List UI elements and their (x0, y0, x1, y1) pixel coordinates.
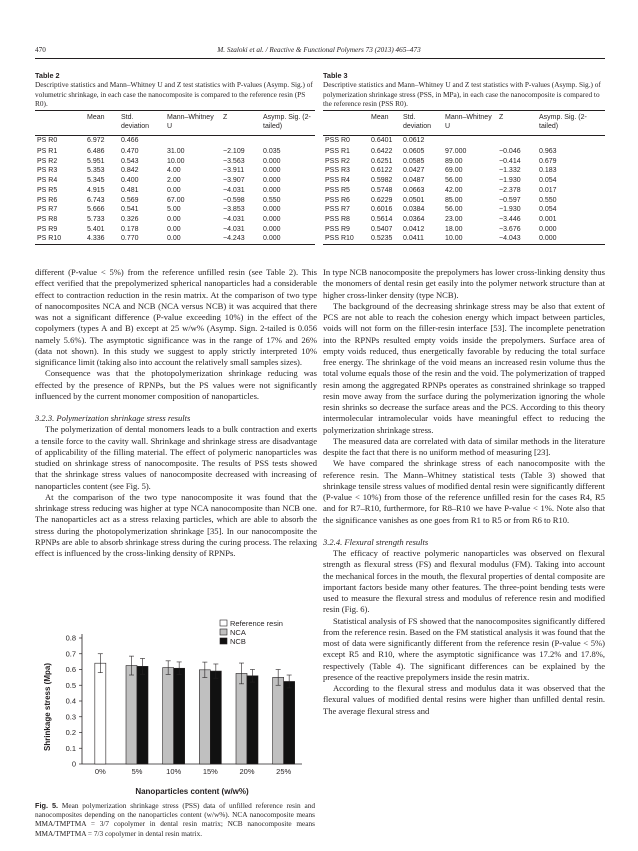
table2-cell: 5.666 (87, 206, 105, 214)
table2-cell: −3.907 (223, 177, 245, 185)
figure5-caption: Mean polymerization shrinkage stress (PSS) data of unfilled reference resin and nanocomposites depending on the nanoparticles content (w/w%). NCA nanocomposite means MMA/TMPTMA = 3/7 copolymer in dental resin matrix; NCB nanocomposite means MMA/TMPTMA = 7/3 copolymer in dental resin matrix. (35, 801, 315, 838)
left-column (35, 267, 317, 559)
table2-cell: 0.000 (263, 177, 281, 185)
table3-cell: 0.6251 (371, 157, 393, 165)
table3-cell (443, 135, 497, 147)
table3-row (323, 196, 605, 206)
legend-label: NCA (230, 628, 246, 637)
table3-cell: 0.5407 (371, 225, 393, 233)
x-tick-label: 25% (276, 767, 292, 776)
table3-cell: −1.332 (499, 167, 521, 175)
table2-cell: 0.842 (121, 167, 139, 175)
table2-row (35, 176, 315, 186)
legend-swatch (220, 629, 227, 635)
table3-label: Table 3 (323, 71, 348, 80)
table2-cell: PS R5 (37, 186, 58, 194)
y-axis-label: Shrinkage stress (Mpa) (43, 662, 52, 752)
table3-cell: 89.00 (445, 157, 463, 165)
legend-swatch (220, 638, 227, 644)
bar-nca (236, 673, 247, 764)
table2-cell: 5.00 (167, 206, 181, 214)
table2-cell: 0.541 (121, 206, 139, 214)
bar-nca (199, 670, 210, 764)
table3-cell: −2.378 (499, 186, 521, 194)
table3-top-rule (323, 110, 605, 111)
table2-cell: 2.00 (167, 177, 181, 185)
y-tick-label: 0.5 (65, 680, 76, 690)
left-paragraph-3: The polymerization of dental monomers leads to a bulk contraction and exerts a tensile force to the cavity wall. Shrinkage and shrinkage stress are disadvantage of applicability of the filling material. The effect of polymeric nanoparticles was studied on shrinkage stress of nanocomposite. The results of PSS tests showed that the shrinkage stress values of nanocomposite decreased with increasing of nanoparticles content (see Fig. 5). (35, 424, 317, 491)
table3-header-cell: Asymp. Sig. (2-tailed) (539, 114, 587, 130)
table2-cell: 5.733 (87, 215, 105, 223)
x-tick-label: 0% (94, 767, 106, 776)
table2-cell: 4.00 (167, 167, 181, 175)
table3-cell: 18.00 (445, 225, 463, 233)
table2-cell: 5.951 (87, 157, 105, 165)
table2-cell: 0.00 (167, 225, 181, 233)
table2-cell: 31.00 (167, 148, 185, 155)
table2-header-cell (35, 113, 85, 135)
table2-cell: PS R10 (37, 235, 62, 243)
x-tick-label: 20% (239, 767, 255, 776)
table2-cell: −4.031 (223, 215, 245, 223)
table3-cell: 0.6401 (371, 137, 393, 145)
table3-cell: −0.597 (499, 196, 521, 204)
bar-ncb (174, 668, 185, 764)
table3-cell: 0.0612 (403, 137, 425, 145)
table2-cell: −3.853 (223, 206, 245, 214)
table3-cell (537, 135, 605, 147)
table2-header-cell: Mean (87, 114, 105, 121)
right-paragraph-2: The background of the decreasing shrinkage stress may be also that extent of PCS are not able to reach the cohesion energy which impact between particles, voids will not form on the filler-resin interface [53]. The incomplete penetration into the RPNPs resulted empty voids inside the prepolymers. Surface area of empty voids reduced, thus energetically favorable by reducing the total surface free energy. The shrinkage of the void means an increased resin volume thus the total volume equals those of the resin and the void. The polymerization of trapped resin among the aggregated RPNPs operates as constrained shrinkage so trapped resin move away from the surface during the polymerization ignoring the whole resin shrinks so decrease the surface areas and the PCS. According to this theory intermolecular intramolecular voids have meaningful effect to reducing the polymerization shrinkage stress. (323, 300, 605, 435)
bar-nca (163, 668, 174, 764)
legend-label: NCB (230, 637, 246, 646)
x-axis-label: Nanoparticles content (w/w%) (135, 787, 249, 796)
table2-row (35, 186, 315, 196)
table3-cell: −1.930 (499, 177, 521, 185)
bar-reference-resin (95, 663, 106, 764)
x-tick-label: 5% (131, 767, 143, 776)
right-paragraph-6: Statistical analysis of FS showed that the nanocomposites significantly differed from the reference resin. Based on the FM statistical analysis it was found that the most of data were significantly different from the reference resin (P-value < 5%) except R5 and R10, where the asymptotic significance was 17.2% and 17.8%, respectively (Table 4). The significant differences can be explained by the presence of the reactive prepolymers inside the resin matrix. (323, 615, 605, 682)
right-paragraph-4: We have compared the shrinkage stress of each nanocomposite with the reference resin. The Mann–Whitney statistical tests (Table 3) showed that shrinkage tensile stress values of modified dental resin were significantly different (P-value < 10%) from those of the reference unfilled resin for the cases R4, R5 and for R7–R10, furthermore, for R8–R10 we have P-value < 1%. Note also that the significance vanishes as one goes from R1 to R5 or from R6 to R10. (323, 458, 605, 525)
table3-cell: 56.00 (445, 177, 463, 185)
table2-top-rule (35, 110, 315, 111)
table2-header-cell: Mann–Whitney U (167, 114, 214, 130)
table3-cell: PSS R7 (325, 206, 350, 214)
table2-header-rule (35, 135, 315, 136)
table3-cell: 42.00 (445, 186, 463, 194)
table3-row (323, 157, 605, 167)
table2-row (35, 135, 315, 147)
table3-cell: 0.000 (539, 225, 557, 233)
table3-cell: 97.000 (445, 148, 467, 155)
table3-row (323, 205, 605, 215)
table2-cell (261, 135, 315, 147)
y-tick-label: 0 (71, 759, 76, 769)
table3-cell: 0.0501 (403, 196, 425, 204)
table3-cell: 0.5235 (371, 235, 393, 243)
table2-cell: 0.000 (263, 235, 281, 243)
table3-row (323, 186, 605, 196)
table3-row (323, 147, 605, 157)
table2-cell: 0.00 (167, 235, 181, 243)
table2-row (35, 196, 315, 206)
table2-cell: PS R8 (37, 215, 58, 223)
table2-cell: 67.00 (167, 196, 185, 204)
table3-header-cell: Std. deviation (403, 114, 432, 130)
y-tick-label: 0.3 (65, 712, 76, 722)
table2-cell: 5.345 (87, 177, 105, 185)
table2-header-cell: Z (223, 114, 228, 121)
left-paragraph-1: different (P-value < 5%) from the reference unfilled resin (see Table 2). This effect verified that the prepolymerized spherical nanoparticles had a considerable effect to contraction reduction in the resin matrix. At the comparison of two type of nanocomposites NCA and NCB (NCA versus NCB) it was acquired that there was not a significant difference (P-value exceeding 10%) in the effect of the copolymers (types A and B) except at 25 w/w% (Asymp. Sign. 2-tailed is 0.056 namely 5.6%). The asymptotic significance was in the range of 17% and 26% (data not shown). In this study we suggest to apply strictly interpreted 10% significance limit (taking also into account the relatively small samples sizes). (35, 267, 317, 367)
bar-nca (273, 677, 284, 764)
table3-cell: −4.043 (499, 235, 521, 243)
figure5-caption-block (35, 801, 315, 838)
table2-caption-block (35, 71, 315, 108)
right-paragraph-7: According to the flexural stress and modulus data it was observed that the flexural values of modified dental resins were higher than unfilled dental resin. The average flexural stress and (323, 683, 605, 716)
bar-ncb (284, 681, 295, 764)
table3-cell: 23.00 (445, 215, 463, 223)
table3-cell: 0.0585 (403, 157, 425, 165)
table2-cell: 0.543 (121, 157, 139, 165)
table2-cell: PS R7 (37, 206, 58, 214)
table2-cell: PS R0 (37, 137, 58, 145)
table3-cell: −1.930 (499, 206, 521, 214)
table2-cell: 0.000 (263, 186, 281, 194)
table3-cell: 0.0412 (403, 225, 425, 233)
y-tick-label: 0.4 (65, 696, 76, 706)
table3-cell: 0.0427 (403, 167, 425, 175)
table2-cell: 0.00 (167, 215, 181, 223)
table3-cell: 0.679 (539, 157, 557, 165)
table3-cell: 0.6016 (371, 206, 393, 214)
left-paragraph-4: At the comparison of the two type nanocomposite it was found that the shrinkage stress reducing was higher at type NCA nanocomposite than NCB one. The nanoparticles act as a stress relaxing particles, which are able to absorb the stress during the photopolymerization shrinkage [35]. In our nanocomposite the RPNPs are able to absorb shrinkage stress during the curing process. The relaxing effect is influenced by the cross-linking density of RPNPs. (35, 491, 317, 558)
right-column (323, 267, 605, 717)
right-paragraph-3: The measured data are correlated with data of similar methods in the literature despite the fact that there is no uniform method of measuring [23]. (323, 435, 605, 457)
table2-cell: 0.466 (121, 137, 139, 145)
table3-cell: 0.017 (539, 186, 557, 194)
table3-cell: 0.0605 (403, 148, 425, 155)
table2-cell: PS R1 (37, 148, 58, 155)
table3-cell: PSS R3 (325, 167, 350, 175)
figure5-chart (40, 618, 308, 800)
table2-cell: 0.00 (167, 186, 181, 194)
table2-cell: −2.109 (223, 148, 245, 155)
table2-cell: 0.400 (121, 177, 139, 185)
table3-cell: 0.963 (539, 148, 557, 155)
y-tick-label: 0.2 (65, 728, 76, 737)
bar-ncb (210, 671, 221, 764)
table3-header-cell: Mann–Whitney U (445, 114, 492, 130)
table2-caption: Descriptive statistics and Mann–Whitney U and Z test statistics with P-values (Asymp. Sig.) of volumetric shrinkage, in each case the nanocomposite is compared to the reference resin (PS R0). (35, 80, 313, 108)
table2-row (35, 234, 315, 244)
table3-row (323, 135, 605, 147)
table2-cell: 6.743 (87, 196, 105, 204)
table2-row (35, 147, 315, 157)
figure5-label: Fig. 5. (35, 801, 59, 810)
table2-cell: 0.178 (121, 225, 139, 233)
table2-cell: 5.353 (87, 167, 105, 175)
table2-cell: 0.000 (263, 225, 281, 233)
table3-row (323, 225, 605, 235)
table2-bottom-rule (35, 244, 315, 245)
legend-swatch (220, 620, 227, 626)
table2-cell: −4.031 (223, 225, 245, 233)
table2-cell: 4.336 (87, 235, 105, 243)
table2-cell: 6.486 (87, 148, 105, 155)
table2-cell: PS R4 (37, 177, 58, 185)
table3-row (323, 166, 605, 176)
table3-cell: −0.414 (499, 157, 521, 165)
table3-cell: 0.0384 (403, 206, 425, 214)
table3-cell: 0.6122 (371, 167, 393, 175)
table3-cell: PSS R0 (325, 137, 350, 145)
table3-cell: 0.0364 (403, 215, 425, 223)
running-header: M. Szaloki et al. / Reactive & Functional Polymers 73 (2013) 465–473 (217, 46, 421, 54)
table3-row (323, 215, 605, 225)
table2-cell: 0.000 (263, 157, 281, 165)
table2-cell: PS R9 (37, 225, 58, 233)
table2-cell: PS R2 (37, 157, 58, 165)
table2-header-cell: Std. deviation (121, 114, 150, 130)
table3-cell: PSS R4 (325, 177, 350, 185)
table2-cell: 0.550 (263, 196, 281, 204)
table2-cell: 6.972 (87, 137, 105, 145)
section-heading-3-2-3: 3.2.3. Polymerization shrinkage stress results (35, 413, 191, 423)
table2-label: Table 2 (35, 71, 60, 80)
table3-cell: 0.000 (539, 235, 557, 243)
right-paragraph-1: In type NCB nanocomposite the prepolymers has lower cross-linking density thus the monomers of dental resin get easily into the polymer network structure than at higher cross-linker density (type NCB). (323, 267, 605, 300)
table2-cell: 0.481 (121, 186, 139, 194)
table2-cell (165, 135, 221, 147)
table3-cell: −3.676 (499, 225, 521, 233)
y-tick-label: 0.1 (65, 743, 76, 753)
table3-row (323, 234, 605, 244)
bar-nca (126, 666, 137, 764)
x-tick-label: 15% (202, 767, 218, 776)
table3-cell: 0.183 (539, 167, 557, 175)
table2-cell: 0.569 (121, 196, 139, 204)
table3-cell: 0.5614 (371, 215, 393, 223)
table2-row (35, 215, 315, 225)
table3-header-rule (323, 135, 605, 136)
table3-cell: −0.046 (499, 148, 521, 155)
table3-cell: 69.00 (445, 167, 463, 175)
x-tick-label: 10% (166, 767, 182, 776)
y-tick-label: 0.7 (65, 649, 76, 659)
table3-cell: 0.0663 (403, 186, 425, 194)
y-tick-label: 0.6 (65, 665, 76, 674)
table2-cell: 0.000 (263, 167, 281, 175)
table3-bottom-rule (323, 244, 605, 245)
table2 (35, 113, 315, 244)
table3-cell: PSS R10 (325, 235, 354, 243)
table3-cell (497, 135, 537, 147)
table2-cell: 10.00 (167, 157, 185, 165)
table3-cell: PSS R2 (325, 157, 350, 165)
table3-caption-block (323, 71, 605, 108)
legend-label: Reference resin (230, 619, 283, 628)
table3-header-cell: Mean (371, 114, 389, 121)
table3-caption: Descriptive statistics and Mann–Whitney U and Z test statistics with P-values (Asymp. Sig.) of polymerization shrinkage stress (PSS, in MPa), in each case the nanocomposite is compared to the reference resin (PSS R0). (323, 80, 601, 108)
table2-cell: −0.598 (223, 196, 245, 204)
table3-cell: PSS R5 (325, 186, 350, 194)
table2-row (35, 157, 315, 167)
table2-cell: 0.770 (121, 235, 139, 243)
table2-cell: −4.243 (223, 235, 245, 243)
table3-cell: 0.054 (539, 206, 557, 214)
section-heading-3-2-4: 3.2.4. Flexural strength results (323, 536, 429, 547)
table2-cell: −4.031 (223, 186, 245, 194)
table2-row (35, 166, 315, 176)
table2-cell: 0.000 (263, 215, 281, 223)
table2-cell: 0.000 (263, 206, 281, 214)
table3-cell: 56.00 (445, 206, 463, 214)
table3-header-cell (323, 113, 369, 135)
page-number: 470 (35, 46, 46, 54)
table3-cell: 0.6229 (371, 196, 393, 204)
table3-cell: 10.00 (445, 235, 463, 243)
right-paragraph-5: The efficacy of reactive polymeric nanoparticles was observed on flexural strength as flexural stress (FS) and flexural modulus (FM). Taking into account the mechanical forces in the mouth, the flexural properties of dental composite are important factors beside many other features. The three-point bending tests were used to measure the flexural stress and modulus of reference resin and modified resin (Fig. 6). (323, 548, 605, 615)
table3-cell: PSS R1 (325, 148, 350, 155)
table2-cell: −3.911 (223, 167, 245, 175)
bar-ncb (247, 676, 258, 764)
header-rule (35, 58, 605, 59)
table2-cell: 0.470 (121, 148, 139, 155)
table3 (323, 113, 605, 244)
table2-cell: 0.035 (263, 148, 281, 155)
y-tick-label: 0.8 (65, 633, 76, 643)
table3-cell: 0.5748 (371, 186, 393, 194)
table2-header-cell: Asymp. Sig. (2-tailed) (263, 114, 311, 130)
table2-cell: PS R3 (37, 167, 58, 175)
table3-cell: PSS R6 (325, 196, 350, 204)
table3-cell: 0.5982 (371, 177, 393, 185)
table2-cell: −3.563 (223, 157, 245, 165)
table2-cell: 0.326 (121, 215, 139, 223)
table3-cell: PSS R8 (325, 215, 350, 223)
table3-cell: −3.446 (499, 215, 521, 223)
bar-ncb (137, 666, 148, 764)
table3-header-cell: Z (499, 114, 504, 121)
table3-cell: PSS R9 (325, 225, 350, 233)
table3-cell: 0.054 (539, 177, 557, 185)
table3-cell: 0.550 (539, 196, 557, 204)
table3-cell: 0.0411 (403, 235, 424, 243)
left-paragraph-2: Consequence was that the photopolymerization shrinkage reducing was effected by the presence of RPNPs, but the PS values were not significantly influenced by the current monomer composition of nanoparticles. (35, 368, 317, 401)
table2-cell: 5.401 (87, 225, 105, 233)
table2-row (35, 205, 315, 215)
table3-cell: 0.0487 (403, 177, 425, 185)
table3-row (323, 176, 605, 186)
table2-cell (221, 135, 261, 147)
table2-cell: 4.915 (87, 186, 105, 194)
table2-cell: PS R6 (37, 196, 58, 204)
table2-row (35, 225, 315, 235)
table3-cell: 0.6422 (371, 148, 393, 155)
table3-cell: 85.00 (445, 196, 463, 204)
table3-cell: 0.001 (539, 215, 557, 223)
